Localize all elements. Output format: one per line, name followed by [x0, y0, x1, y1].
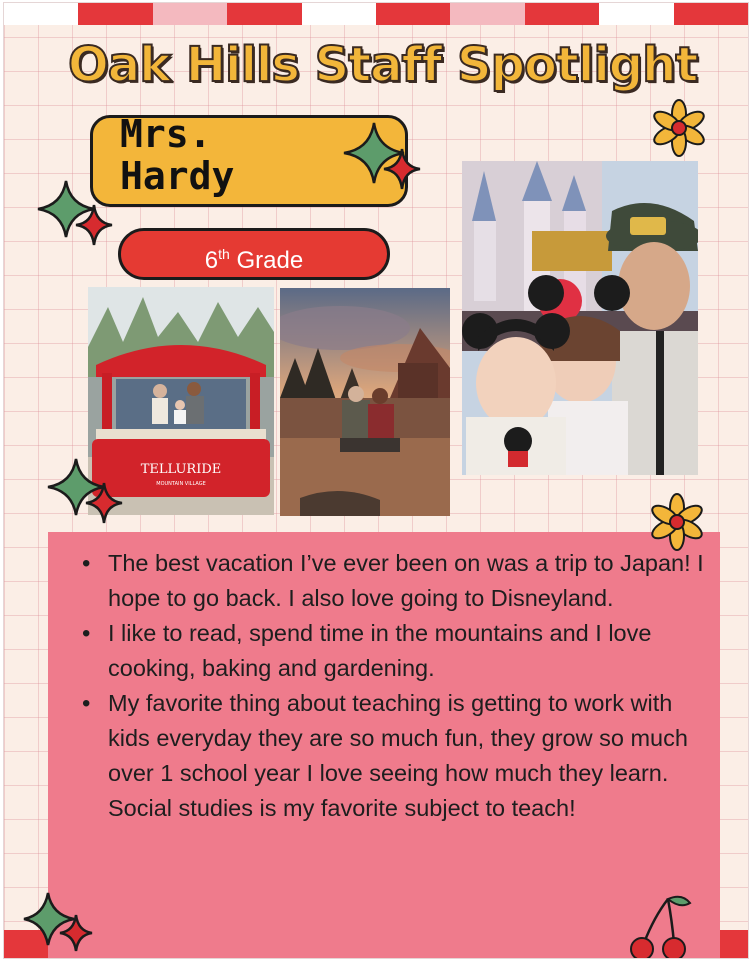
grade-label: [118, 239, 390, 276]
sparkle-icon: [48, 459, 128, 539]
sparkle-icon: [38, 181, 118, 261]
fact-text-vacation: • The best vacation I’ve ever been on was a trip to Japan! I hope to go back. I also love going to Disneyland.: [108, 550, 704, 611]
top-checker-border: [4, 3, 748, 25]
fact-item-teaching: [88, 686, 708, 826]
grade-number: 6: [204, 247, 219, 274]
flower-icon: [646, 491, 708, 553]
sparkle-icon: [24, 893, 104, 959]
fact-text-teaching: • My favorite thing about teaching is getting to work with kids everyday they are so much fun, they grow so much over 1 school year I love seeing how much they learn. Social studies is my favorite subject to teach!: [108, 690, 688, 821]
fact-text-hobbies: • I like to read, spend time in the mountains and I love cooking, baking and gardening.: [108, 620, 652, 681]
sparkle-icon: [344, 123, 424, 203]
gondola-sign-text: TELLURIDE: [140, 462, 222, 477]
gondola-sign-subtext: MOUNTAIN VILLAGE: [156, 481, 206, 487]
facts-panel: [48, 532, 720, 958]
fact-item-hobbies: [88, 616, 708, 686]
cabin-photo: [280, 288, 450, 516]
teacher-name-line1: Mrs.: [120, 112, 212, 156]
flower-icon: [648, 97, 710, 159]
teacher-name-line2: Hardy: [120, 154, 235, 198]
spotlight-page: [3, 2, 749, 959]
teacher-name: [120, 113, 320, 197]
grade-suffix: th: [218, 246, 230, 262]
page-title: Oak Hills Staff Spotlight: [68, 37, 698, 93]
facts-list: [88, 546, 708, 826]
disneyland-photo: [462, 161, 698, 475]
grade-word: Grade: [236, 247, 304, 274]
fact-item-vacation: [88, 546, 708, 616]
cherries-icon: [624, 893, 704, 959]
